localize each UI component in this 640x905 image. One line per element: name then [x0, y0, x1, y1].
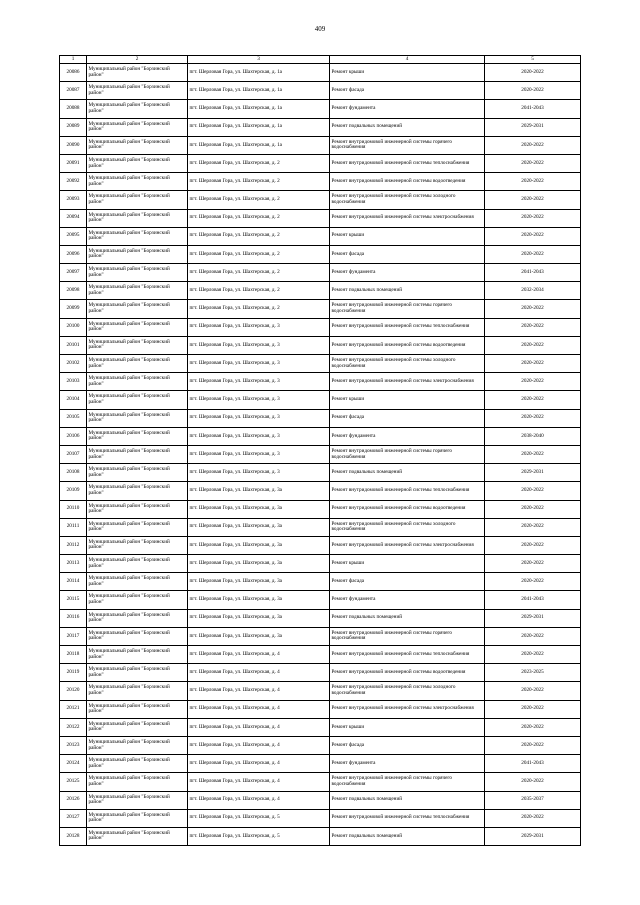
row-number-cell: 20124	[60, 755, 87, 773]
address-cell: пгт. Шерловая Гора, ул. Шахтерская, д. 3	[188, 355, 330, 373]
period-cell: 2020-2022	[485, 573, 581, 591]
period-cell: 2020-2022	[485, 355, 581, 373]
table-row	[60, 627, 581, 645]
work-type-cell: Ремонт внутридомовой инженерной системы водоотведения	[330, 500, 485, 518]
municipality-cell: Муниципальный район "Борзинский район"	[87, 827, 188, 845]
work-type-cell: Ремонт внутридомовой инженерной системы теплоснабжения	[330, 318, 485, 336]
table-row	[60, 573, 581, 591]
table-row	[60, 809, 581, 827]
work-type-cell: Ремонт крыши	[330, 64, 485, 82]
row-number-cell: 20120	[60, 682, 87, 700]
period-cell: 2020-2022	[485, 300, 581, 318]
period-cell: 2020-2022	[485, 227, 581, 245]
address-cell: пгт. Шерловая Гора, ул. Шахтерская, д. 4	[188, 664, 330, 682]
table-row	[60, 209, 581, 227]
work-type-cell: Ремонт внутридомовой инженерной системы холодного водоснабжения	[330, 191, 485, 209]
period-cell: 2041-2043	[485, 100, 581, 118]
period-cell: 2020-2022	[485, 536, 581, 554]
municipality-cell: Муниципальный район "Борзинский район"	[87, 227, 188, 245]
row-number-cell: 20108	[60, 464, 87, 482]
period-cell: 2032-2034	[485, 282, 581, 300]
table-row	[60, 755, 581, 773]
municipality-cell: Муниципальный район "Борзинский район"	[87, 391, 188, 409]
work-type-cell: Ремонт внутридомовой инженерной системы горячего водоснабжения	[330, 445, 485, 463]
work-type-cell: Ремонт внутридомовой инженерной системы водоотведения	[330, 173, 485, 191]
table-row	[60, 464, 581, 482]
row-number-cell: 20102	[60, 355, 87, 373]
period-cell: 2020-2022	[485, 64, 581, 82]
row-number-cell: 20087	[60, 82, 87, 100]
table-row	[60, 409, 581, 427]
work-type-cell: Ремонт внутридомовой инженерной системы теплоснабжения	[330, 482, 485, 500]
table-row	[60, 227, 581, 245]
address-cell: пгт. Шерловая Гора, ул. Шахтерская, д. 2	[188, 227, 330, 245]
address-cell: пгт. Шерловая Гора, ул. Шахтерская, д. 3а	[188, 627, 330, 645]
period-cell: 2029-2031	[485, 827, 581, 845]
address-cell: пгт. Шерловая Гора, ул. Шахтерская, д. 4	[188, 646, 330, 664]
municipality-cell: Муниципальный район "Борзинский район"	[87, 318, 188, 336]
table-row	[60, 555, 581, 573]
address-cell: пгт. Шерловая Гора, ул. Шахтерская, д. 2	[188, 173, 330, 191]
table-row	[60, 536, 581, 554]
period-cell: 2020-2022	[485, 209, 581, 227]
table-row	[60, 136, 581, 154]
address-cell: пгт. Шерловая Гора, ул. Шахтерская, д. 4	[188, 791, 330, 809]
municipality-cell: Муниципальный район "Борзинский район"	[87, 264, 188, 282]
municipality-cell: Муниципальный район "Борзинский район"	[87, 355, 188, 373]
period-cell: 2041-2043	[485, 755, 581, 773]
period-cell: 2041-2043	[485, 264, 581, 282]
row-number-cell: 20086	[60, 64, 87, 82]
table-row	[60, 445, 581, 463]
work-type-cell: Ремонт подвальных помещений	[330, 791, 485, 809]
address-cell: пгт. Шерловая Гора, ул. Шахтерская, д. 3а	[188, 500, 330, 518]
table-row	[60, 500, 581, 518]
row-number-cell: 20099	[60, 300, 87, 318]
work-type-cell: Ремонт внутридомовой инженерной системы электроснабжения	[330, 209, 485, 227]
period-cell: 2020-2022	[485, 245, 581, 263]
period-cell: 2020-2022	[485, 136, 581, 154]
municipality-cell: Муниципальный район "Борзинский район"	[87, 282, 188, 300]
work-type-cell: Ремонт фундамента	[330, 755, 485, 773]
address-cell: пгт. Шерловая Гора, ул. Шахтерская, д. 4	[188, 718, 330, 736]
table-row	[60, 664, 581, 682]
municipality-cell: Муниципальный район "Борзинский район"	[87, 191, 188, 209]
address-cell: пгт. Шерловая Гора, ул. Шахтерская, д. 5	[188, 809, 330, 827]
table-header-row	[60, 56, 581, 64]
row-number-cell: 20110	[60, 500, 87, 518]
period-cell: 2029-2031	[485, 464, 581, 482]
address-cell: пгт. Шерловая Гора, ул. Шахтерская, д. 1а	[188, 136, 330, 154]
table-row	[60, 773, 581, 791]
municipality-cell: Муниципальный район "Борзинский район"	[87, 646, 188, 664]
work-type-cell: Ремонт внутридомовой инженерной системы горячего водоснабжения	[330, 627, 485, 645]
table-row	[60, 609, 581, 627]
period-cell: 2041-2043	[485, 591, 581, 609]
table-row	[60, 482, 581, 500]
row-number-cell: 20128	[60, 827, 87, 845]
address-cell: пгт. Шерловая Гора, ул. Шахтерская, д. 1а	[188, 100, 330, 118]
table-row	[60, 64, 581, 82]
row-number-cell: 20093	[60, 191, 87, 209]
work-type-cell: Ремонт фасада	[330, 82, 485, 100]
work-type-cell: Ремонт фасада	[330, 245, 485, 263]
address-cell: пгт. Шерловая Гора, ул. Шахтерская, д. 2	[188, 264, 330, 282]
work-type-cell: Ремонт внутридомовой инженерной системы теплоснабжения	[330, 646, 485, 664]
row-number-cell: 20107	[60, 445, 87, 463]
period-cell: 2020-2022	[485, 154, 581, 172]
column-header: 4	[330, 56, 485, 64]
municipality-cell: Муниципальный район "Борзинский район"	[87, 609, 188, 627]
row-number-cell: 20096	[60, 245, 87, 263]
work-type-cell: Ремонт внутридомовой инженерной системы электроснабжения	[330, 700, 485, 718]
address-cell: пгт. Шерловая Гора, ул. Шахтерская, д. 3	[188, 427, 330, 445]
work-type-cell: Ремонт фундамента	[330, 427, 485, 445]
row-number-cell: 20106	[60, 427, 87, 445]
row-number-cell: 20090	[60, 136, 87, 154]
period-cell: 2029-2031	[485, 609, 581, 627]
row-number-cell: 20114	[60, 573, 87, 591]
row-number-cell: 20113	[60, 555, 87, 573]
row-number-cell: 20112	[60, 536, 87, 554]
row-number-cell: 20100	[60, 318, 87, 336]
period-cell: 2020-2022	[485, 373, 581, 391]
address-cell: пгт. Шерловая Гора, ул. Шахтерская, д. 2	[188, 245, 330, 263]
table-row	[60, 100, 581, 118]
column-header: 2	[87, 56, 188, 64]
work-type-cell: Ремонт фасада	[330, 736, 485, 754]
address-cell: пгт. Шерловая Гора, ул. Шахтерская, д. 3а	[188, 609, 330, 627]
address-cell: пгт. Шерловая Гора, ул. Шахтерская, д. 2	[188, 209, 330, 227]
municipality-cell: Муниципальный район "Борзинский район"	[87, 664, 188, 682]
municipality-cell: Муниципальный район "Борзинский район"	[87, 173, 188, 191]
period-cell: 2035-2037	[485, 791, 581, 809]
municipality-cell: Муниципальный район "Борзинский район"	[87, 373, 188, 391]
row-number-cell: 20111	[60, 518, 87, 536]
work-type-cell: Ремонт внутридомовой инженерной системы водоотведения	[330, 336, 485, 354]
table-row	[60, 173, 581, 191]
period-cell: 2020-2022	[485, 773, 581, 791]
period-cell: 2020-2022	[485, 500, 581, 518]
municipality-cell: Муниципальный район "Борзинский район"	[87, 791, 188, 809]
period-cell: 2023-2025	[485, 664, 581, 682]
row-number-cell: 20089	[60, 118, 87, 136]
municipality-cell: Муниципальный район "Борзинский район"	[87, 209, 188, 227]
work-type-cell: Ремонт внутридомовой инженерной системы электроснабжения	[330, 373, 485, 391]
address-cell: пгт. Шерловая Гора, ул. Шахтерская, д. 3	[188, 445, 330, 463]
row-number-cell: 20117	[60, 627, 87, 645]
period-cell: 2020-2022	[485, 409, 581, 427]
row-number-cell: 20122	[60, 718, 87, 736]
address-cell: пгт. Шерловая Гора, ул. Шахтерская, д. 4	[188, 682, 330, 700]
period-cell: 2020-2022	[485, 445, 581, 463]
municipality-cell: Муниципальный район "Борзинский район"	[87, 300, 188, 318]
address-cell: пгт. Шерловая Гора, ул. Шахтерская, д. 2	[188, 300, 330, 318]
table-row	[60, 646, 581, 664]
page-number: 409	[314, 25, 326, 33]
column-header: 3	[188, 56, 330, 64]
municipality-cell: Муниципальный район "Борзинский район"	[87, 154, 188, 172]
municipality-cell: Муниципальный район "Борзинский район"	[87, 700, 188, 718]
table-row	[60, 355, 581, 373]
row-number-cell: 20121	[60, 700, 87, 718]
address-cell: пгт. Шерловая Гора, ул. Шахтерская, д. 3а	[188, 518, 330, 536]
municipality-cell: Муниципальный район "Борзинский район"	[87, 464, 188, 482]
column-header: 1	[60, 56, 87, 64]
repair-schedule-table	[59, 55, 581, 846]
work-type-cell: Ремонт подвальных помещений	[330, 827, 485, 845]
municipality-cell: Муниципальный район "Борзинский район"	[87, 627, 188, 645]
period-cell: 2020-2022	[485, 318, 581, 336]
table-row	[60, 318, 581, 336]
table-row	[60, 264, 581, 282]
period-cell: 2020-2022	[485, 391, 581, 409]
work-type-cell: Ремонт внутридомовой инженерной системы холодного водоснабжения	[330, 518, 485, 536]
table-row	[60, 82, 581, 100]
row-number-cell: 20118	[60, 646, 87, 664]
row-number-cell: 20098	[60, 282, 87, 300]
address-cell: пгт. Шерловая Гора, ул. Шахтерская, д. 4	[188, 755, 330, 773]
municipality-cell: Муниципальный район "Борзинский район"	[87, 536, 188, 554]
period-cell: 2020-2022	[485, 809, 581, 827]
row-number-cell: 20104	[60, 391, 87, 409]
row-number-cell: 20095	[60, 227, 87, 245]
municipality-cell: Муниципальный район "Борзинский район"	[87, 518, 188, 536]
table-row	[60, 373, 581, 391]
table-row	[60, 427, 581, 445]
municipality-cell: Муниципальный район "Борзинский район"	[87, 64, 188, 82]
period-cell: 2020-2022	[485, 482, 581, 500]
row-number-cell: 20097	[60, 264, 87, 282]
work-type-cell: Ремонт фундамента	[330, 591, 485, 609]
period-cell: 2020-2022	[485, 718, 581, 736]
municipality-cell: Муниципальный район "Борзинский район"	[87, 573, 188, 591]
address-cell: пгт. Шерловая Гора, ул. Шахтерская, д. 2	[188, 282, 330, 300]
municipality-cell: Муниципальный район "Борзинский район"	[87, 773, 188, 791]
municipality-cell: Муниципальный район "Борзинский район"	[87, 755, 188, 773]
work-type-cell: Ремонт подвальных помещений	[330, 282, 485, 300]
address-cell: пгт. Шерловая Гора, ул. Шахтерская, д. 2	[188, 191, 330, 209]
municipality-cell: Муниципальный район "Борзинский район"	[87, 82, 188, 100]
work-type-cell: Ремонт крыши	[330, 555, 485, 573]
table-row	[60, 245, 581, 263]
column-header: 5	[485, 56, 581, 64]
address-cell: пгт. Шерловая Гора, ул. Шахтерская, д. 3а	[188, 555, 330, 573]
municipality-cell: Муниципальный район "Борзинский район"	[87, 445, 188, 463]
work-type-cell: Ремонт внутридомовой инженерной системы горячего водоснабжения	[330, 773, 485, 791]
table-row	[60, 591, 581, 609]
table-row	[60, 700, 581, 718]
municipality-cell: Муниципальный район "Борзинский район"	[87, 809, 188, 827]
work-type-cell: Ремонт подвальных помещений	[330, 118, 485, 136]
table-row	[60, 191, 581, 209]
table-row	[60, 718, 581, 736]
period-cell: 2020-2022	[485, 336, 581, 354]
table-row	[60, 300, 581, 318]
period-cell: 2020-2022	[485, 627, 581, 645]
work-type-cell: Ремонт подвальных помещений	[330, 609, 485, 627]
municipality-cell: Муниципальный район "Борзинский район"	[87, 555, 188, 573]
address-cell: пгт. Шерловая Гора, ул. Шахтерская, д. 3	[188, 464, 330, 482]
municipality-cell: Муниципальный район "Борзинский район"	[87, 336, 188, 354]
address-cell: пгт. Шерловая Гора, ул. Шахтерская, д. 1а	[188, 82, 330, 100]
period-cell: 2020-2022	[485, 682, 581, 700]
address-cell: пгт. Шерловая Гора, ул. Шахтерская, д. 3а	[188, 573, 330, 591]
table-row	[60, 827, 581, 845]
municipality-cell: Муниципальный район "Борзинский район"	[87, 736, 188, 754]
address-cell: пгт. Шерловая Гора, ул. Шахтерская, д. 3	[188, 336, 330, 354]
municipality-cell: Муниципальный район "Борзинский район"	[87, 682, 188, 700]
address-cell: пгт. Шерловая Гора, ул. Шахтерская, д. 3	[188, 391, 330, 409]
address-cell: пгт. Шерловая Гора, ул. Шахтерская, д. 5	[188, 827, 330, 845]
address-cell: пгт. Шерловая Гора, ул. Шахтерская, д. 1а	[188, 118, 330, 136]
period-cell: 2020-2022	[485, 82, 581, 100]
work-type-cell: Ремонт внутридомовой инженерной системы холодного водоснабжения	[330, 355, 485, 373]
work-type-cell: Ремонт крыши	[330, 391, 485, 409]
row-number-cell: 20119	[60, 664, 87, 682]
address-cell: пгт. Шерловая Гора, ул. Шахтерская, д. 4	[188, 700, 330, 718]
row-number-cell: 20125	[60, 773, 87, 791]
row-number-cell: 20116	[60, 609, 87, 627]
municipality-cell: Муниципальный район "Борзинский район"	[87, 500, 188, 518]
row-number-cell: 20103	[60, 373, 87, 391]
work-type-cell: Ремонт внутридомовой инженерной системы горячего водоснабжения	[330, 136, 485, 154]
period-cell: 2020-2022	[485, 646, 581, 664]
period-cell: 2020-2022	[485, 191, 581, 209]
period-cell: 2029-2031	[485, 118, 581, 136]
municipality-cell: Муниципальный район "Борзинский район"	[87, 409, 188, 427]
period-cell: 2020-2022	[485, 173, 581, 191]
address-cell: пгт. Шерловая Гора, ул. Шахтерская, д. 3	[188, 409, 330, 427]
period-cell: 2020-2022	[485, 700, 581, 718]
table-row	[60, 282, 581, 300]
table-body	[60, 64, 581, 846]
period-cell: 2038-2040	[485, 427, 581, 445]
address-cell: пгт. Шерловая Гора, ул. Шахтерская, д. 3а	[188, 536, 330, 554]
table-row	[60, 518, 581, 536]
address-cell: пгт. Шерловая Гора, ул. Шахтерская, д. 3	[188, 373, 330, 391]
address-cell: пгт. Шерловая Гора, ул. Шахтерская, д. 1а	[188, 64, 330, 82]
municipality-cell: Муниципальный район "Борзинский район"	[87, 100, 188, 118]
row-number-cell: 20105	[60, 409, 87, 427]
work-type-cell: Ремонт фасада	[330, 573, 485, 591]
row-number-cell: 20088	[60, 100, 87, 118]
municipality-cell: Муниципальный район "Борзинский район"	[87, 245, 188, 263]
municipality-cell: Муниципальный район "Борзинский район"	[87, 482, 188, 500]
work-type-cell: Ремонт внутридомовой инженерной системы теплоснабжения	[330, 154, 485, 172]
row-number-cell: 20094	[60, 209, 87, 227]
address-cell: пгт. Шерловая Гора, ул. Шахтерская, д. 3а	[188, 591, 330, 609]
table-row	[60, 736, 581, 754]
work-type-cell: Ремонт фасада	[330, 409, 485, 427]
table-row	[60, 391, 581, 409]
work-type-cell: Ремонт крыши	[330, 718, 485, 736]
work-type-cell: Ремонт внутридомовой инженерной системы горячего водоснабжения	[330, 300, 485, 318]
municipality-cell: Муниципальный район "Борзинский район"	[87, 118, 188, 136]
row-number-cell: 20127	[60, 809, 87, 827]
row-number-cell: 20123	[60, 736, 87, 754]
row-number-cell: 20109	[60, 482, 87, 500]
period-cell: 2020-2022	[485, 736, 581, 754]
address-cell: пгт. Шерловая Гора, ул. Шахтерская, д. 4	[188, 736, 330, 754]
table-row	[60, 336, 581, 354]
municipality-cell: Муниципальный район "Борзинский район"	[87, 718, 188, 736]
work-type-cell: Ремонт крыши	[330, 227, 485, 245]
row-number-cell: 20092	[60, 173, 87, 191]
municipality-cell: Муниципальный район "Борзинский район"	[87, 591, 188, 609]
period-cell: 2020-2022	[485, 555, 581, 573]
address-cell: пгт. Шерловая Гора, ул. Шахтерская, д. 3	[188, 318, 330, 336]
work-type-cell: Ремонт внутридомовой инженерной системы водоотведения	[330, 664, 485, 682]
table-row	[60, 154, 581, 172]
row-number-cell: 20126	[60, 791, 87, 809]
work-type-cell: Ремонт внутридомовой инженерной системы электроснабжения	[330, 536, 485, 554]
address-cell: пгт. Шерловая Гора, ул. Шахтерская, д. 4	[188, 773, 330, 791]
work-type-cell: Ремонт подвальных помещений	[330, 464, 485, 482]
table-row	[60, 682, 581, 700]
work-type-cell: Ремонт внутридомовой инженерной системы теплоснабжения	[330, 809, 485, 827]
row-number-cell: 20091	[60, 154, 87, 172]
municipality-cell: Муниципальный район "Борзинский район"	[87, 136, 188, 154]
period-cell: 2020-2022	[485, 518, 581, 536]
row-number-cell: 20101	[60, 336, 87, 354]
municipality-cell: Муниципальный район "Борзинский район"	[87, 427, 188, 445]
address-cell: пгт. Шерловая Гора, ул. Шахтерская, д. 2	[188, 154, 330, 172]
work-type-cell: Ремонт фундамента	[330, 264, 485, 282]
row-number-cell: 20115	[60, 591, 87, 609]
table-row	[60, 118, 581, 136]
table-row	[60, 791, 581, 809]
work-type-cell: Ремонт внутридомовой инженерной системы холодного водоснабжения	[330, 682, 485, 700]
address-cell: пгт. Шерловая Гора, ул. Шахтерская, д. 3а	[188, 482, 330, 500]
work-type-cell: Ремонт фундамента	[330, 100, 485, 118]
